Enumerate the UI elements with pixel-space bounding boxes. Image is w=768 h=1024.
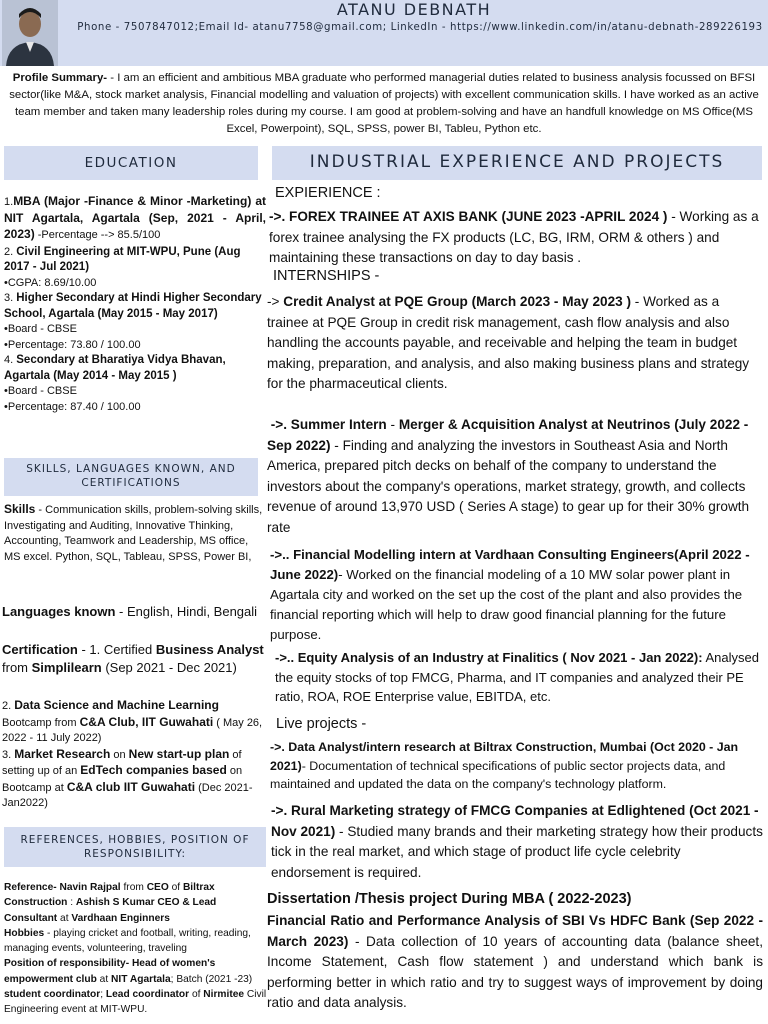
internships-title: INTERNSHIPS -: [273, 268, 380, 284]
biltrax-entry: ->. Data Analyst/intern research at Biltrax Construction, Mumbai (Oct 2020 - Jan 2021)- Documentation of technical specifications of public sector projects data, and maintained and updated the data on the company's technology platform.: [270, 740, 739, 791]
summary-text: - I am an efficient and ambitious MBA graduate who performed managerial duties related to business analysis focussed on BFSI sector(like M&A, stock market analysis, Financial modelling and valuation of projects) with excellent communication skills. I have worked as an active team member and taken many leadership roles during my course. I am good at problem-solving and have an handfull knowledge on MS Office(MS Excel, Powerpoint), SQL, SPSS, power BI, Tableu, Python etc.: [9, 72, 759, 135]
education-item: 1.MBA (Major -Finance & Minor -Marketing) at NIT Agartala, Agartala (Sep, 2021 - April, 2023) -Percentage --> 85.5/100: [4, 194, 266, 241]
certification-3: 3. Market Research on New start-up plan of setting up of an EdTech companies based on Bootcamp at C&A club IIT Guwahati (Dec 2021-Jan2022): [2, 746, 253, 809]
vardhaan-entry: ->.. Financial Modelling intern at Vardhaan Consulting Engineers(April 2022 - June 2022)- Worked on the financial modeling of a 10 MW solar power plant in Agartala city and worked on the set up the cost of the plant and also provides the financial reporting which will help to draw good financial planning for the future purpose.: [270, 547, 750, 642]
skills-header: SKILLS, LANGUAGES KNOWN, AND CERTIFICATIONS: [4, 458, 258, 496]
pqe-group-entry: -> Credit Analyst at PQE Group (March 2023 - May 2023 ) - Worked as a trainee at PQE Group in credit risk management, cash flow analysis and also handling the accounts payable, and receivable and helping the team in budget making, preparation, and analysis, and also making business plans and strategy for the pharmaceutical clients.: [267, 294, 750, 391]
references-text: [4, 880, 268, 1018]
experience-title: EXPIERIENCE :: [275, 185, 381, 201]
profile-photo: [2, 0, 58, 66]
responsibility-line: Position of responsibility- Head of women's empowerment club at NIT Agartala; Batch (2021 -23) student coordinator; Lead coordinator of Nirmitee Civil Engineering event at MIT-WPU.: [4, 958, 267, 1016]
dissertation-entry: Financial Ratio and Performance Analysis of SBI Vs HDFC Bank (Sep 2022 - March 2023) - Data collection of 10 years of accounting data (balance sheet, Income Statement, Cash flow statement ) and understand which bank is performing better in which ratio and try to suggest ways of improvement by doing ratio and data analysis.: [267, 913, 763, 1010]
certification-2: 2. Data Science and Machine Learning Bootcamp from C&A Club, IIT Guwahati ( May 26, 2022 - 11 July 2022): [2, 698, 263, 744]
education-item-detail: •Board - CBSE: [4, 385, 77, 397]
candidate-name: ATANU DEBNATH: [336, 0, 492, 19]
axis-bank-entry: ->. FOREX TRAINEE AT AXIS BANK (JUNE 2023 -APRIL 2024 ) - Working as a forex trainee analysing the FX products (LC, BG, IRM, ORM & others ) and maintaining these transactions on day to day basis .: [269, 209, 759, 265]
summary-label: Profile Summary-: [12, 72, 108, 84]
finalitics-entry: ->.. Equity Analysis of an Industry at Finalitics ( Nov 2021 - Jan 2022): Analysed the equity stocks of top FMCG, Pharma, and IT companies and analyzed their PE ratio, ROA, ROE Enterprise value, EBITDA, etc.: [275, 650, 759, 704]
education-item-detail: •Board - CBSE: [4, 323, 77, 335]
education-item: 4. Secondary at Bharatiya Vidya Bhavan, Agartala (May 2014 - May 2015 ) •Board - CBSE •Percentage: 87.40 / 100.00: [4, 353, 266, 415]
education-item-title: MBA (Major -Finance & Minor -Marketing) at NIT Agartala, Agartala (Sep, 2021 - April, 2023): [4, 194, 266, 241]
education-item: 2. Civil Engineering at MIT-WPU, Pune (Aug 2017 - Jul 2021) •CGPA: 8.69/10.00: [4, 245, 266, 292]
certifications-more: [2, 698, 266, 812]
rural-marketing-entry: ->. Rural Marketing strategy of FMCG Companies at Edlightened (Oct 2021 - Nov 2021) - Studied many brands and their marketing strategy how their products tick in the real market, and which stage of product life cycle celebrity endorsement is required.: [271, 803, 763, 880]
education-item-detail: •Percentage: 73.80 / 100.00: [4, 338, 141, 351]
education-item: 3. Higher Secondary at Hindi Higher Secondary School, Agartala (May 2015 - May 2017) •Board - CBSE •Percentage: 73.80 / 100.00: [4, 291, 266, 353]
contact-info: Phone - 7507847012;Email Id- atanu7758@gmail.com; LinkedIn - https://www.linkedin.com/in/atanu-debnath-289226193: [77, 22, 763, 33]
education-item-title: Civil Engineering at MIT-WPU, Pune (Aug 2017 - Jul 2021): [4, 245, 241, 273]
neutrinos-entry: ->. Summer Intern - Merger & Acquisition Analyst at Neutrinos (July 2022 - Sep 2022) - Finding and analyzing the investors in Southeast Asia and North America, prepared pitch decks on behalf of the company to understand the investors about the company's operations, market strategy, growth, and collects revenue of around 13,970 USD ( Series A stage) to gear up for their 30% growth rate: [267, 417, 750, 535]
education-list: [4, 194, 266, 415]
languages-known: Languages known - English, Hindi, Bengali: [2, 604, 258, 619]
education-item-detail: •Percentage: 87.40 / 100.00: [4, 400, 141, 413]
references-header: REFERENCES, HOBBIES, POSITION OF RESPONSIBILITY:: [4, 827, 266, 867]
live-projects-title: Live projects -: [276, 716, 367, 732]
education-item-title: Secondary at Bharatiya Vidya Bhavan, Agartala (May 2014 - May 2015 ): [4, 354, 226, 382]
education-header: EDUCATION: [4, 146, 258, 180]
education-item-detail: •CGPA: 8.69/10.00: [4, 276, 97, 289]
hobbies-line: Hobbies - playing cricket and football, writing, reading, managing events, volunteering, traveling: [4, 927, 251, 955]
profile-summary: [4, 70, 764, 138]
industry-header: INDUSTRIAL EXPERIENCE AND PROJECTS: [272, 146, 762, 180]
skills-text: Skills - Communication skills, problem-solving skills, Investigating and Auditing, Innovative Thinking, Accounting, Teamwork and Leadership, MS office, MS excel. Python, SQL, Tableau, SPSS, Power BI,: [4, 502, 263, 563]
reference-line: Reference- Navin Rajpal from CEO of Biltrax Construction : Ashish S Kumar CEO & Lead Consultant at Vardhaan Enginners: [4, 882, 217, 924]
education-item-detail: -Percentage --> 85.5/100: [37, 229, 161, 241]
education-item-title: Higher Secondary at Hindi Higher Secondary School, Agartala (May 2015 - May 2017): [4, 292, 262, 320]
certification-1: Certification - 1. Certified Business Analyst from Simplilearn (Sep 2021 - Dec 2021): [2, 642, 264, 675]
dissertation-title: Dissertation /Thesis project During MBA ( 2022-2023): [267, 891, 632, 907]
